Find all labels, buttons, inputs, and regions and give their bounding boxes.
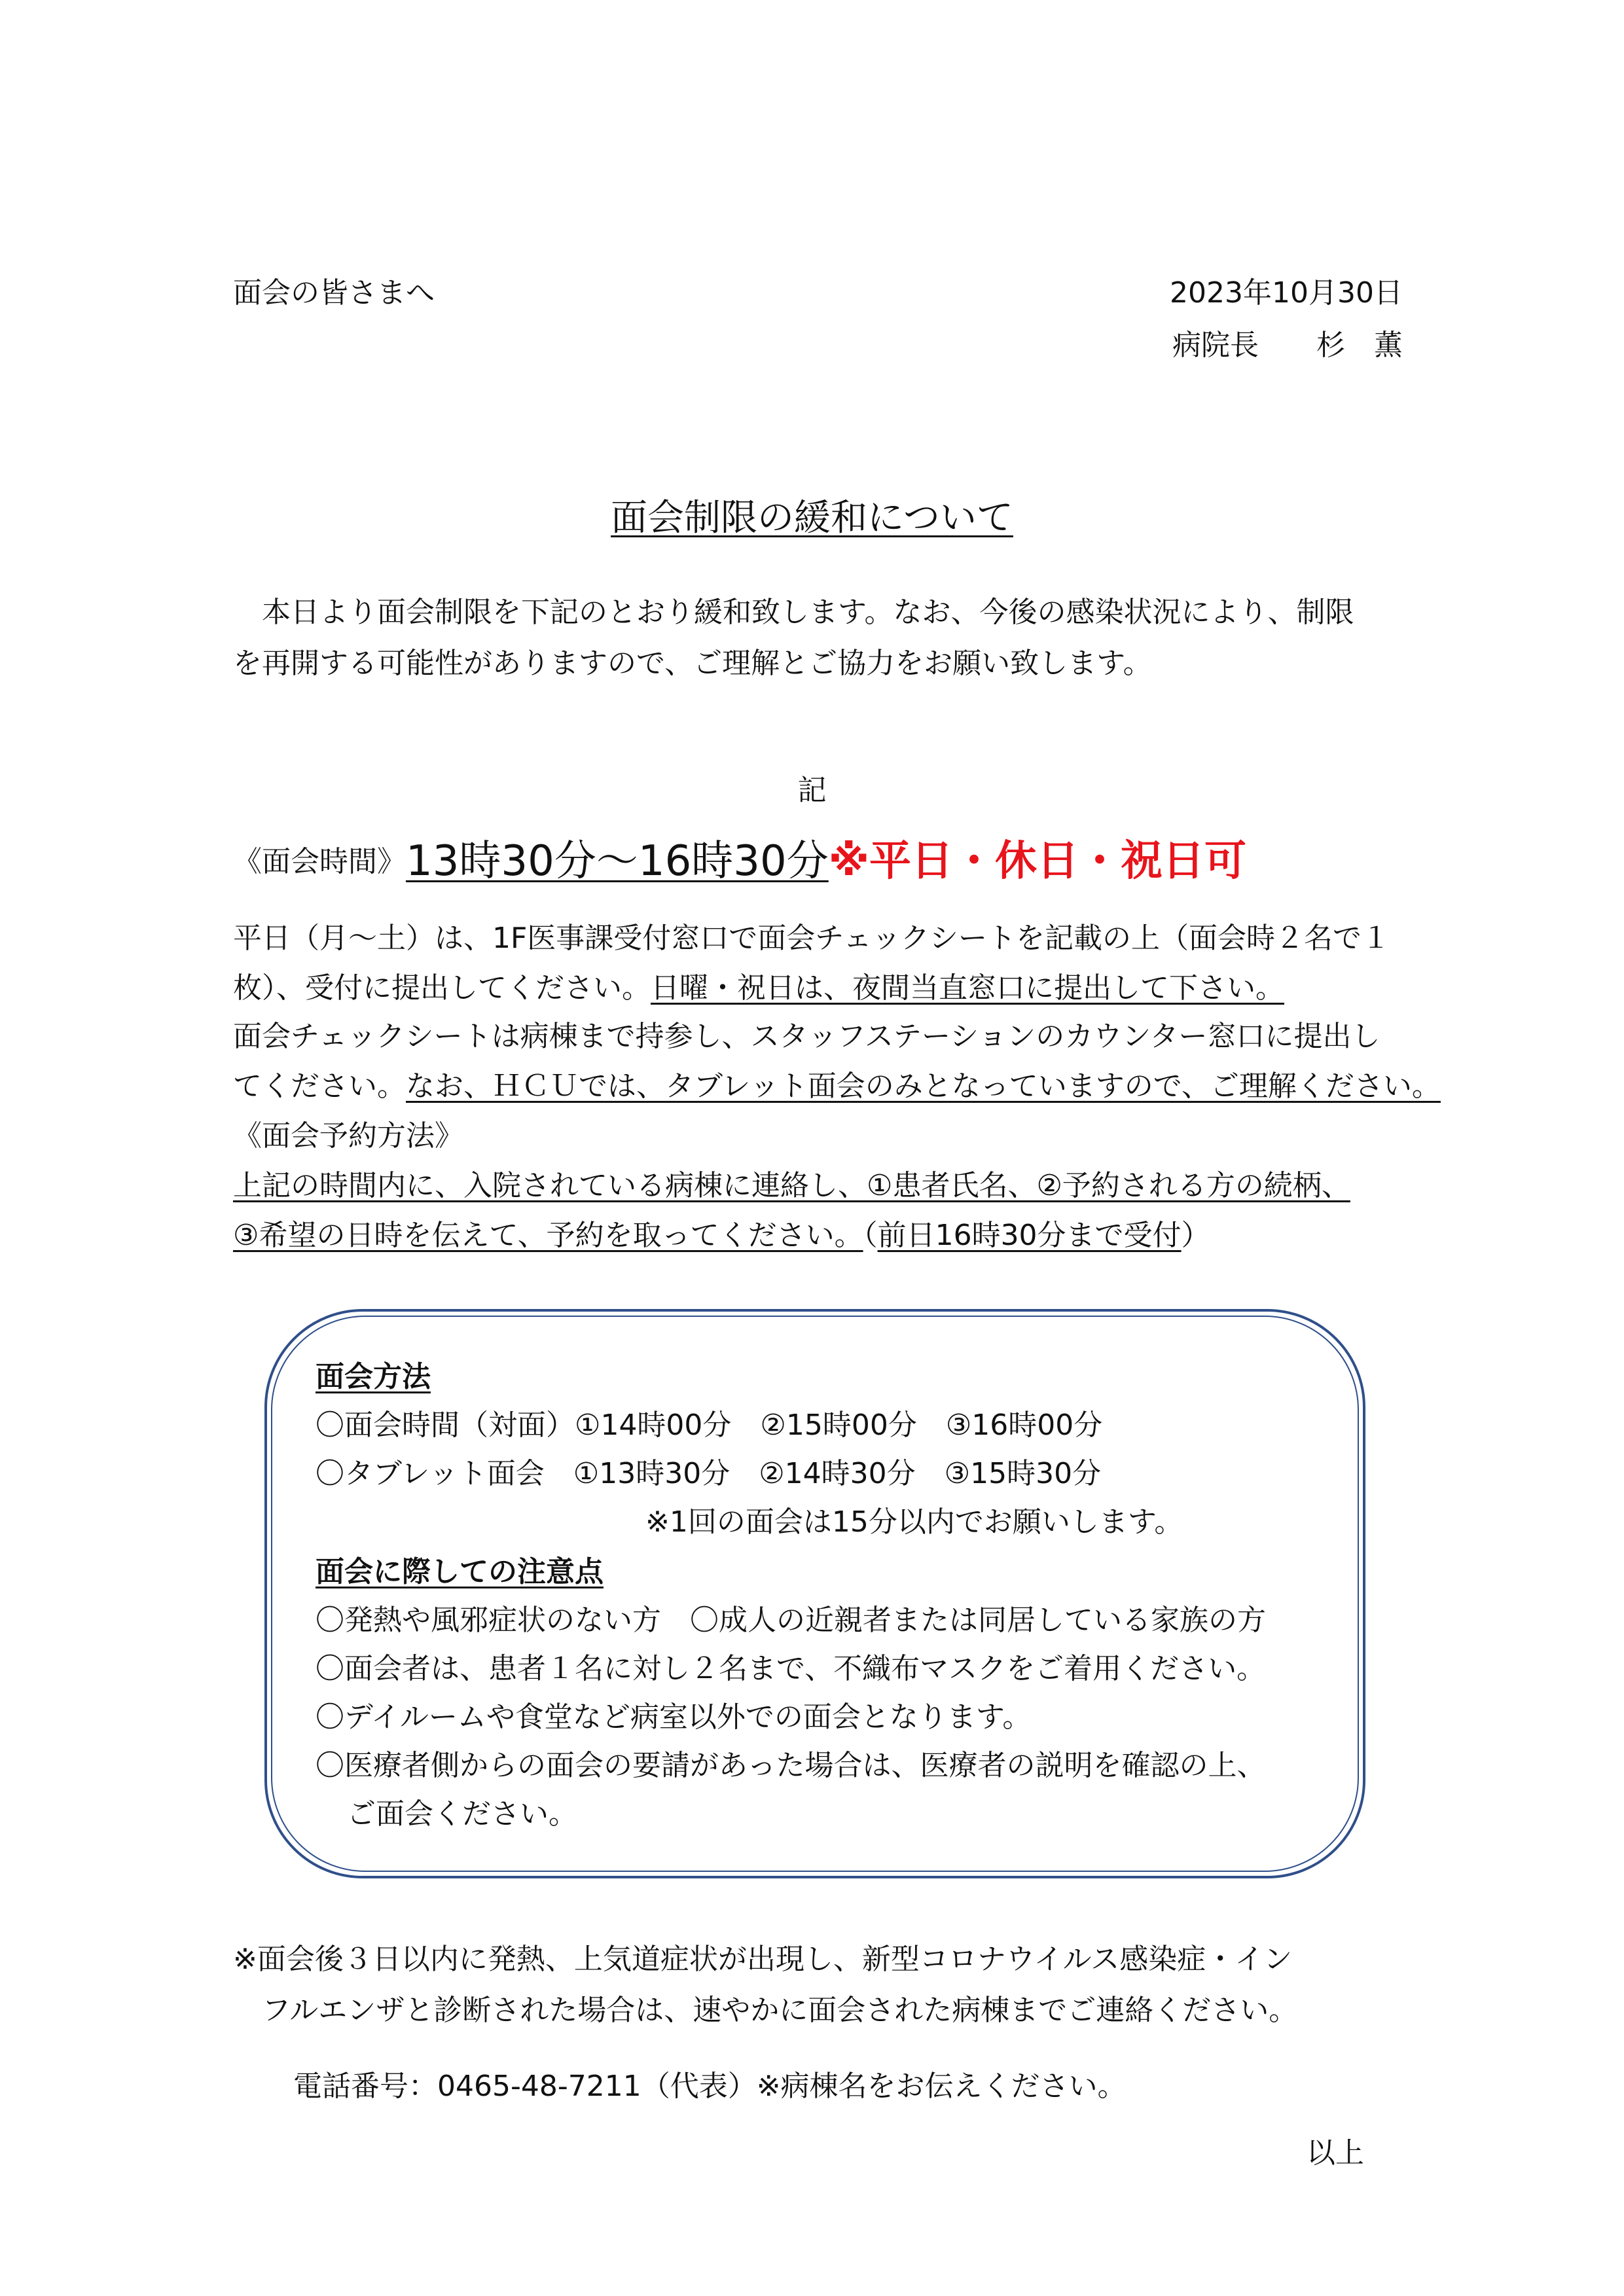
visiting-hours-row [233, 836, 1246, 887]
method-tablet: 〇タブレット面会 ①13時30分 ②14時30分 ③15時30分 [316, 1457, 1102, 1490]
intro-line-2: を再開する可能性がありますので、ご理解とご協力をお願い致します。 [233, 647, 1152, 680]
phone-number: 電話番号：0465-48-7211（代表）※病棟名をお伝えください。 [293, 2070, 1127, 2103]
procedure-line-2 [233, 971, 1284, 1006]
hcu-note: なお、ＨＣＵでは、タブレット面会のみとなっていますので、ご理解ください。 [406, 1069, 1441, 1103]
notice-date: 2023年10月30日 [1170, 276, 1403, 310]
caution-item-2: 〇面会者は、患者１名に対し２名まで、不織布マスクをご着用ください。 [316, 1652, 1266, 1685]
caution-item-1: 〇発熱や風邪症状のない方 〇成人の近親者または同居している家族の方 [316, 1604, 1266, 1637]
method-in-person: 〇面会時間（対面）①14時00分 ②15時00分 ③16時00分 [316, 1408, 1103, 1442]
procedure-line-4a: てください。 [233, 1069, 406, 1103]
procedure-line-4 [233, 1069, 1441, 1104]
caution-heading: 面会に際しての注意点 [316, 1555, 604, 1588]
reservation-label: 《面会予約方法》 [233, 1119, 463, 1153]
recipient-line: 面会の皆さまへ [233, 276, 435, 310]
reservation-line-1: 上記の時間内に、入院されている病棟に連絡し、①患者氏名、②予約される方の続柄、 [233, 1169, 1350, 1202]
paren-close: ） [1181, 1219, 1210, 1252]
procedure-line-2a: 枚）、受付に提出してください。 [233, 971, 651, 1005]
caution-item-3: 〇デイルームや食堂など病室以外での面会となります。 [316, 1700, 1032, 1734]
visiting-days-note: ※平日・休日・祝日可 [828, 837, 1246, 886]
paren-open: （ [863, 1219, 878, 1252]
method-heading: 面会方法 [316, 1360, 431, 1393]
caution-item-4: 〇医療者側からの面会の要請があった場合は、医療者の説明を確認の上、 [316, 1749, 1266, 1782]
closing-mark: 以上 [1307, 2136, 1364, 2170]
issuer-name: 病院長 杉 薫 [1172, 329, 1403, 362]
visiting-hours-time: 13時30分～16時30分 [406, 837, 829, 886]
visiting-hours-label: 《面会時間》 [233, 845, 406, 878]
intro-line-1: 本日より面会制限を下記のとおり緩和致します。なお、今後の感染状況により、制限 [262, 596, 1354, 629]
caution-item-4-cont: ご面会ください。 [347, 1797, 577, 1831]
reservation-line-2a: ③希望の日時を伝えて、予約を取ってください。 [233, 1219, 863, 1252]
after-visit-note-2: フルエンザと診断された場合は、速やかに面会された病棟までご連絡ください。 [262, 1994, 1298, 2027]
reservation-deadline: 前日16時30分まで受付 [877, 1219, 1182, 1252]
method-duration-note: ※1回の面会は15分以内でお願いします。 [645, 1505, 1183, 1539]
sunday-holiday-note: 日曜・祝日は、夜間当直窓口に提出して下さい。 [651, 971, 1284, 1005]
after-visit-note-1: ※面会後３日以内に発熱、上気道症状が出現し、新型コロナウイルス感染症・イン [233, 1943, 1293, 1976]
page-title: 面会制限の緩和について [611, 497, 1013, 539]
reservation-line-2 [233, 1219, 1210, 1253]
ki-marker: 記 [797, 774, 827, 807]
procedure-line-3: 面会チェックシートは病棟まで持参し、スタッフステーションのカウンター窓口に提出し [233, 1020, 1380, 1053]
procedure-line-1: 平日（月～土）は、1F医事課受付窓口で面会チェックシートを記載の上（面会時２名で１ [233, 922, 1390, 955]
